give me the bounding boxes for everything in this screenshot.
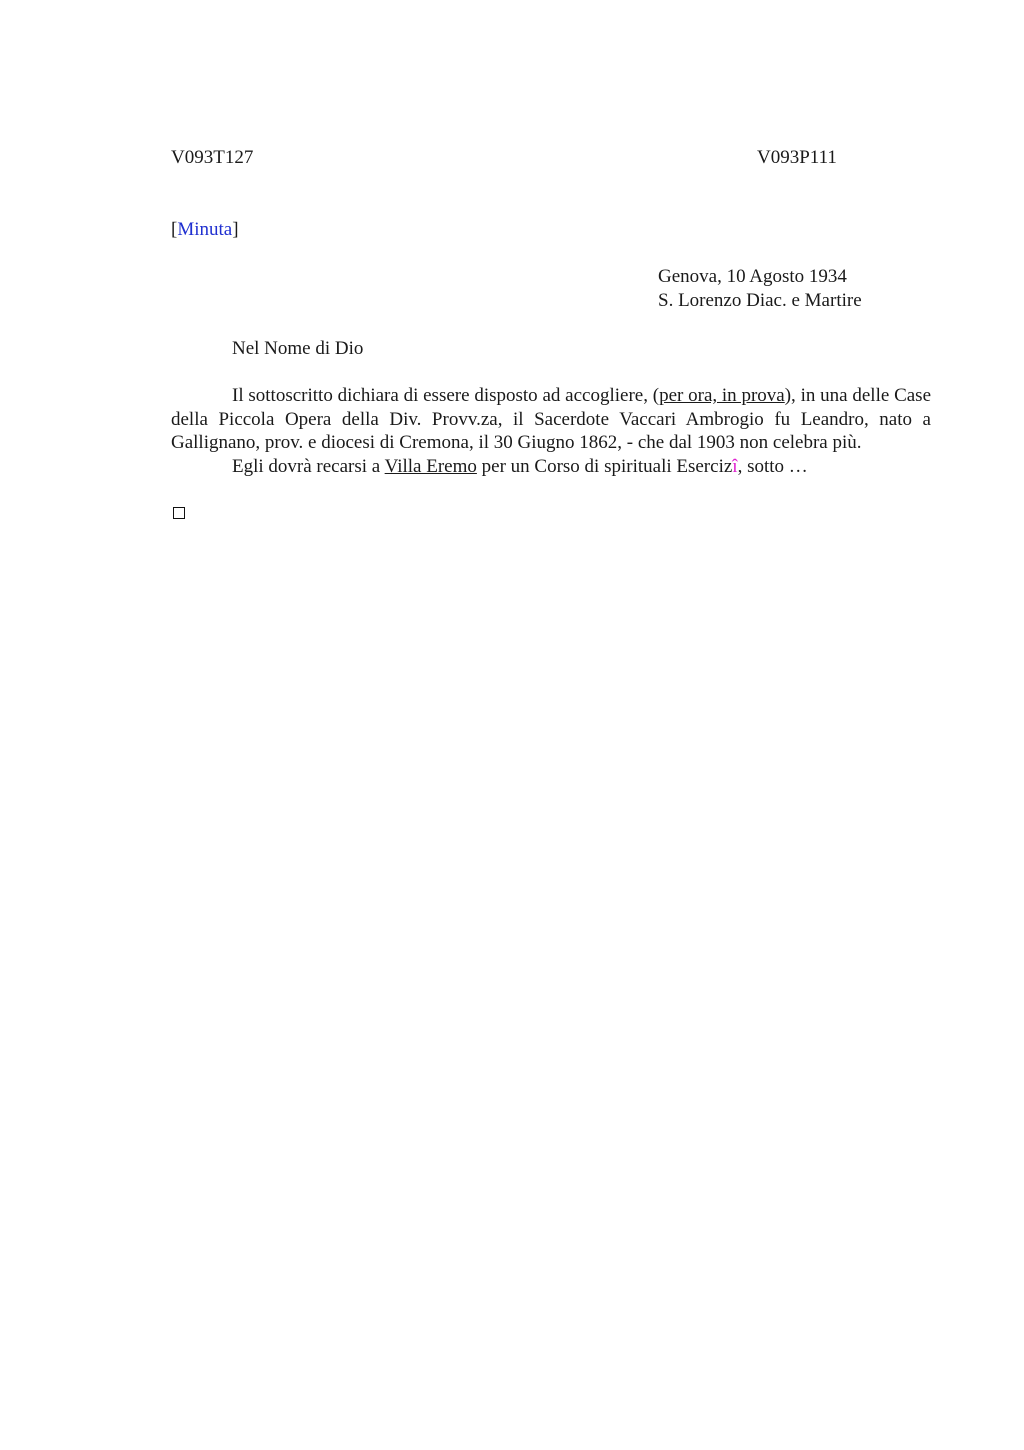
- invocation: Nel Nome di Dio: [232, 338, 364, 359]
- paragraph2-before: Egli dovrà recarsi a: [232, 455, 385, 477]
- letter-body: [171, 384, 931, 478]
- paragraph-declaration: [171, 384, 931, 455]
- paragraph1-before: Il sottoscritto dichiara di essere disposto ad accogliere, (: [232, 385, 660, 406]
- document-code-right: V093P111: [757, 147, 837, 168]
- minuta-close-bracket: ]: [232, 219, 239, 240]
- paragraph2-middle: per un Corso di spirituali Eserciz: [476, 455, 733, 477]
- paragraph-instructions: [171, 455, 931, 479]
- minuta-label: [171, 218, 239, 242]
- date-line: Genova, 10 Agosto 1934: [658, 266, 847, 287]
- paragraph1-after: ), in una delle Case della Piccola Opera della Div. Provv.za, il Sacerdote Vaccari Ambrogio fu Leandro, nato a Gallignano, prov. e diocesi di Cremona, il 30 Giugno 1862, - che dal 1903 non celebra più.: [171, 385, 931, 453]
- minuta-open-bracket: [: [171, 219, 178, 240]
- feast-line: S. Lorenzo Diac. e Martire: [658, 290, 862, 311]
- paragraph2-highlight: î: [732, 455, 738, 477]
- date-block: [658, 265, 862, 313]
- document-code-left: V093T127: [171, 147, 254, 168]
- paragraph1-underlined: per ora, in prova: [659, 385, 785, 406]
- minuta-word: Minuta: [177, 219, 233, 240]
- checkbox-square-icon: [173, 507, 185, 519]
- paragraph2-underlined: Villa Eremo: [384, 455, 477, 477]
- paragraph2-after: , sotto …: [737, 455, 808, 477]
